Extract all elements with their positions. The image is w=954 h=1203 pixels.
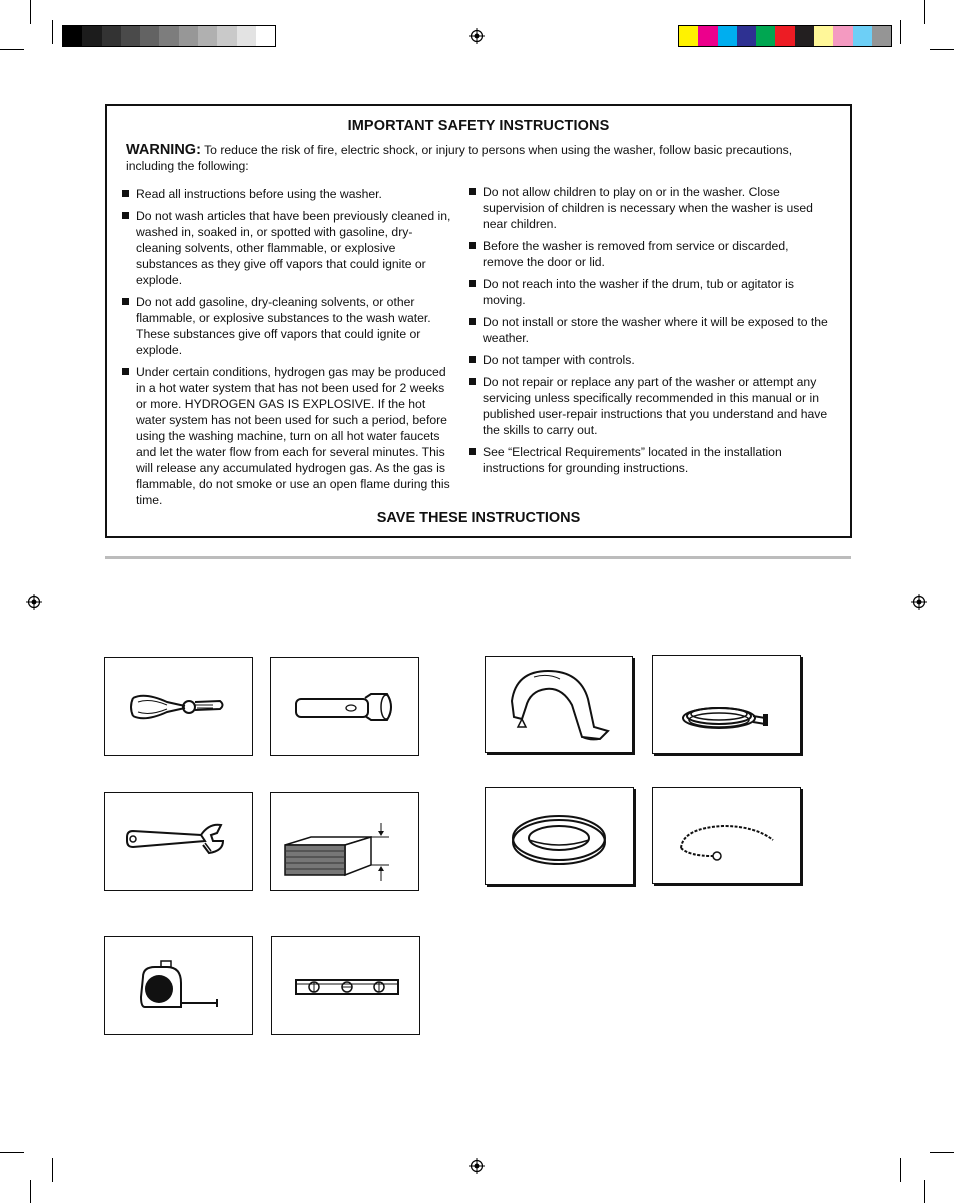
adjustable-wrench-icon [105,793,252,890]
gray-swatch [121,26,140,46]
gray-swatch [102,26,121,46]
color-swatch [872,26,891,46]
pliers-icon [105,658,252,755]
tool-box-flashlight [270,657,419,756]
safety-title: IMPORTANT SAFETY INSTRUCTIONS [347,118,610,134]
instruction-item: Do not tamper with controls. [469,352,829,368]
gray-swatch [82,26,101,46]
instruction-item: Do not install or store the washer where it will be exposed to the weather. [469,314,829,346]
crop-mark [924,1180,925,1203]
gray-swatch [140,26,159,46]
process-color-bar [678,25,892,47]
registration-mark-icon [26,594,42,610]
registration-mark-icon [469,1158,485,1174]
tool-box-pliers [104,657,253,756]
level-icon [272,937,419,1034]
gray-swatch [237,26,256,46]
instruction-item: Under certain conditions, hydrogen gas may be produced in a hot water system that has not been used for 2 weeks or more. HYDROGEN GAS IS EXPLOSIVE. If the hot water system has not been used for such a period, before using the washing machine, turn on all hot water faucets and let the water flow from each for several minutes. This will release any accumulated hydrogen gas. As the gas is flammable, do not smoke or use an open flame during this time. [122,364,452,508]
right-instruction-column [469,184,829,482]
registration-mark-icon [911,594,927,610]
gray-swatch [198,26,217,46]
tool-box-wrench [104,792,253,891]
flashlight-icon [271,658,418,755]
part-box-tie-strap [652,787,801,884]
crop-mark [924,0,925,24]
tool-box-wood-block [270,792,419,891]
gray-swatch [159,26,178,46]
warning-label: WARNING: [126,142,201,158]
registration-mark-icon [469,28,485,44]
instruction-item: Do not wash articles that have been previously cleaned in, washed in, soaked in, or spotted with gasoline, dry-cleaning solvents, other flammable, or explosive substances as they give off vapors that could ignite or explode. [122,208,452,288]
part-box-washer-ring [485,787,634,885]
crop-mark [30,0,31,24]
warning-text: To reduce the risk of fire, electric shock, or injury to persons when using the washer, follow basic precautions, including the following: [126,143,793,173]
instruction-item: Before the washer is removed from service or discarded, remove the door or lid. [469,238,829,270]
crop-mark [930,49,954,50]
instruction-item: See “Electrical Requirements” located in the installation instructions for grounding instructions. [469,444,829,476]
instruction-item: Do not add gasoline, dry-cleaning solvents, or other flammable, or explosive substances to the wash water. These substances give off vapors that could ignite or explode. [122,294,452,358]
crop-mark [52,1158,53,1182]
crop-mark [930,1152,954,1153]
wood-block-icon [271,793,418,890]
crop-mark [900,20,901,44]
instruction-item: Do not reach into the washer if the drum, tub or agitator is moving. [469,276,829,308]
instruction-item: Read all instructions before using the washer. [122,186,452,202]
tool-box-level [271,936,420,1035]
part-box-hoses [652,655,801,754]
left-instruction-column [122,186,452,514]
tape-measure-icon [105,937,252,1034]
crop-mark [30,1180,31,1203]
gray-swatch [63,26,82,46]
instruction-item: Do not repair or replace any part of the washer or attempt any servicing unless specifically recommended in this manual or in published user-repair instructions that you understand and have the skills to carry out. [469,374,829,438]
color-swatch [853,26,872,46]
color-swatch [679,26,698,46]
warning-paragraph [126,142,826,174]
part-box-hose-form [485,656,633,753]
grayscale-color-bar [62,25,276,47]
save-instructions-footer: SAVE THESE INSTRUCTIONS [376,510,581,526]
color-swatch [775,26,794,46]
color-swatch [833,26,852,46]
crop-mark [900,1158,901,1182]
safety-instructions-box [105,104,852,538]
crop-mark [52,20,53,44]
section-divider [105,556,851,559]
color-swatch [737,26,756,46]
tool-box-tape-measure [104,936,253,1035]
beaded-tie-strap-icon [653,788,800,883]
drain-hose-form-icon [486,657,632,752]
crop-mark [0,1152,24,1153]
color-swatch [718,26,737,46]
color-swatch [756,26,775,46]
flat-washer-icon [486,788,633,884]
color-swatch [795,26,814,46]
color-swatch [814,26,833,46]
coiled-hoses-icon [653,656,800,753]
crop-mark [0,49,24,50]
gray-swatch [179,26,198,46]
color-swatch [698,26,717,46]
instruction-item: Do not allow children to play on or in the washer. Close supervision of children is necessary when the washer is used near children. [469,184,829,232]
gray-swatch [256,26,275,46]
gray-swatch [217,26,236,46]
